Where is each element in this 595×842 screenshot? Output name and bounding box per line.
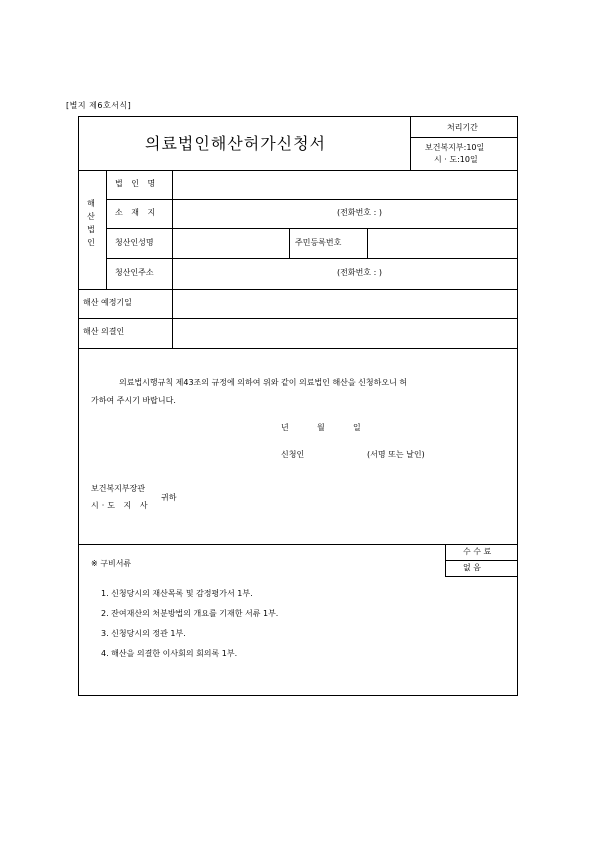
processing-ministry: 보건복지부:10일 <box>425 143 485 152</box>
processing-header-line <box>410 137 517 138</box>
resident-no-divider-right <box>367 228 368 258</box>
row-line-6 <box>79 348 517 349</box>
title-divider <box>410 117 411 170</box>
statement-line-2: 가하여 주시기 바랍니다. <box>91 396 176 405</box>
group-divider <box>106 170 107 289</box>
fee-bottom-line <box>445 576 517 577</box>
required-doc-3: 3. 신청당시의 정관 1부. <box>101 629 186 638</box>
signature-label: (서명 또는 날인) <box>367 450 425 459</box>
corp-name-label: 법 인 명 <box>115 179 159 188</box>
title-bottom-line <box>79 170 517 171</box>
row-line-2 <box>106 228 517 229</box>
address-phone: (전화번호 : ) <box>337 208 382 217</box>
fee-header: 수 수 료 <box>463 547 492 556</box>
date-month: 월 <box>317 423 325 432</box>
row-line-3 <box>106 258 517 259</box>
row-line-5 <box>79 318 517 319</box>
row-line-1 <box>106 199 517 200</box>
liquidator-phone: (전화번호 : ) <box>337 268 382 277</box>
required-doc-1: 1. 신청당시의 재산목록 및 감정평가서 1부. <box>101 589 253 598</box>
resident-no-divider-left <box>289 228 290 258</box>
form-number-label: [별지 제6호서식] <box>66 101 132 110</box>
applicant-label: 신청인 <box>281 450 305 459</box>
statement-line-1: 의료법시행규칙 제43조의 규정에 의하여 위와 같이 의료법인 해산을 신청하오니 허 <box>119 378 408 387</box>
date-year: 년 <box>281 423 289 432</box>
addressee-province: 시·도 지 사 <box>91 501 151 510</box>
processing-period-header: 처리기간 <box>447 123 478 132</box>
dissolution-reason-label: 해산 의결인 <box>83 327 125 336</box>
fee-value: 없 음 <box>463 563 481 572</box>
addressee-ministry: 보건복지부장관 <box>91 484 146 493</box>
processing-province: 시 · 도:10일 <box>434 155 478 164</box>
corp-group-label-char: 해 <box>87 199 95 208</box>
label-column-divider <box>172 170 173 348</box>
required-docs-header: ※ 구비서류 <box>91 559 132 568</box>
liquidator-name-label: 청산인성명 <box>115 238 154 247</box>
corp-group-label-char: 법 <box>87 225 95 234</box>
address-label: 소 재 지 <box>115 208 159 217</box>
honorific: 귀하 <box>161 493 177 502</box>
required-doc-4: 4. 해산을 의결한 이사회의 회의록 1부. <box>101 649 238 658</box>
date-day: 일 <box>353 423 361 432</box>
form-title: 의료법인해산허가신청서 <box>145 134 327 153</box>
application-form <box>78 116 518 696</box>
corp-group-label-char: 인 <box>87 238 95 247</box>
corp-group-label <box>85 197 97 249</box>
dissolution-date-label: 해산 예정기일 <box>83 298 132 307</box>
fee-header-line <box>445 560 517 561</box>
resident-no-label: 주민등록번호 <box>295 238 342 247</box>
row-line-4 <box>79 289 517 290</box>
required-doc-2: 2. 잔여재산의 처분방법의 개요를 기재한 서류 1부. <box>101 609 279 618</box>
liquidator-address-label: 청산인주소 <box>115 268 154 277</box>
corp-group-label-char: 산 <box>87 212 95 221</box>
body-bottom-line <box>79 544 517 545</box>
